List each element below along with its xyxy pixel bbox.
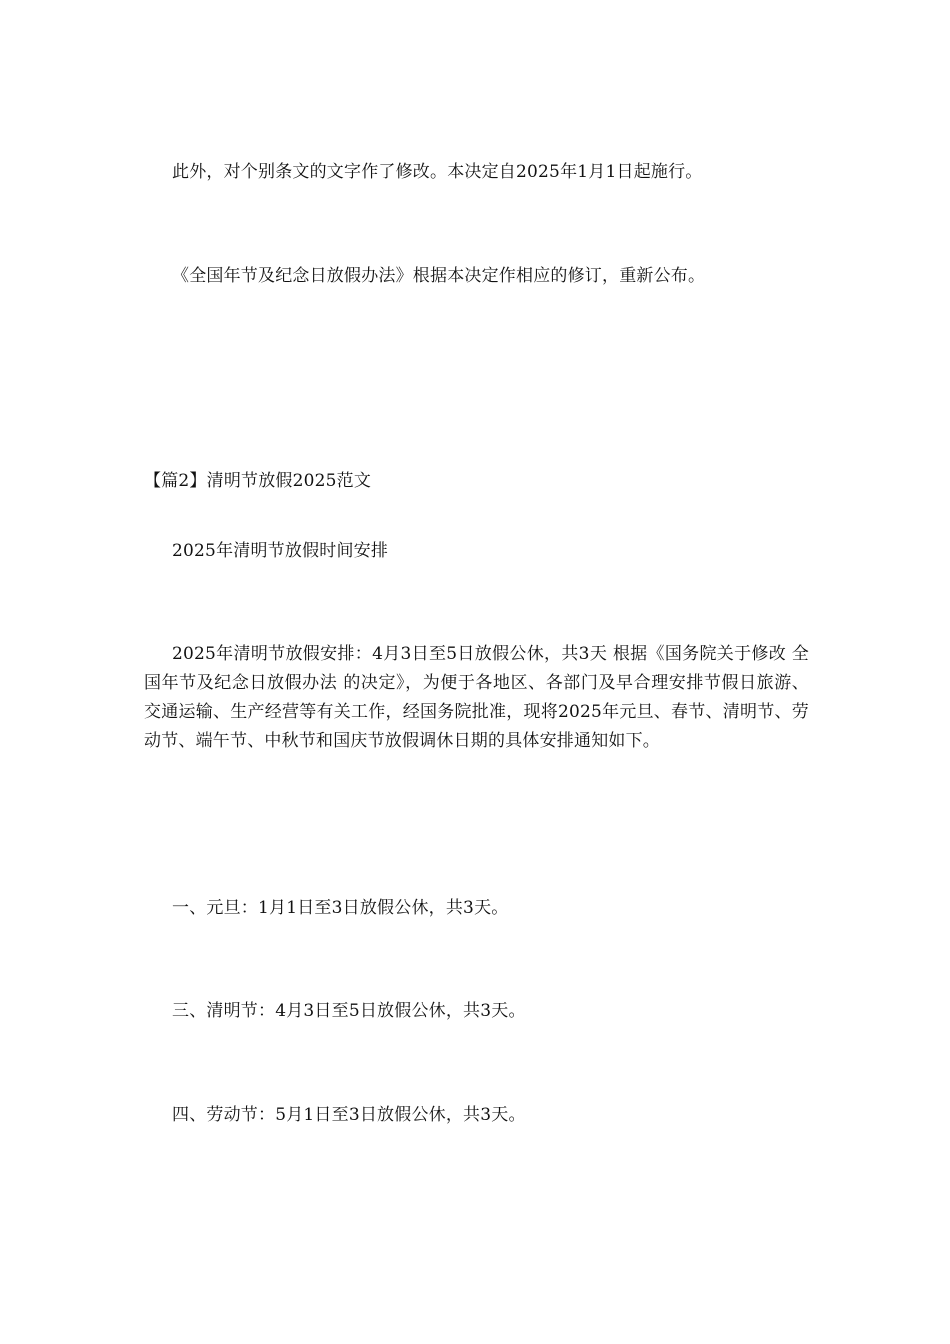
paragraph-republish-notice: 《全国年节及纪念日放假办法》根据本决定作相应的修订，重新公布。	[172, 266, 706, 286]
list-item-new-year: 一、元旦：1月1日至3日放假公休，共3天。	[172, 898, 509, 918]
list-item-qingming: 三、清明节：4月3日至5日放假公休，共3天。	[172, 1001, 526, 1021]
paragraph-effective-date: 此外，对个别条文的文字作了修改。本决定自2025年1月1日起施行。	[172, 162, 703, 182]
body-paragraph: 2025年清明节放假安排：4月3日至5日放假公休，共3天 根据《国务院关于修改 全国年节及纪念日放假办法 的决定》，为便于各地区、各部门及早合理安排节假日旅游、交通运输、生产经营等有关工作，经国务院批准，现将2025年元旦、春节、清明节、劳动节、端午节、中秋节和国庆节放假调休日期的具体安排通知如下。	[144, 644, 809, 751]
list-item-labor-day: 四、劳动节：5月1日至3日放假公休，共3天。	[172, 1105, 526, 1125]
subtitle: 2025年清明节放假时间安排	[172, 541, 389, 561]
section-heading: 【篇2】清明节放假2025范文	[144, 471, 372, 491]
